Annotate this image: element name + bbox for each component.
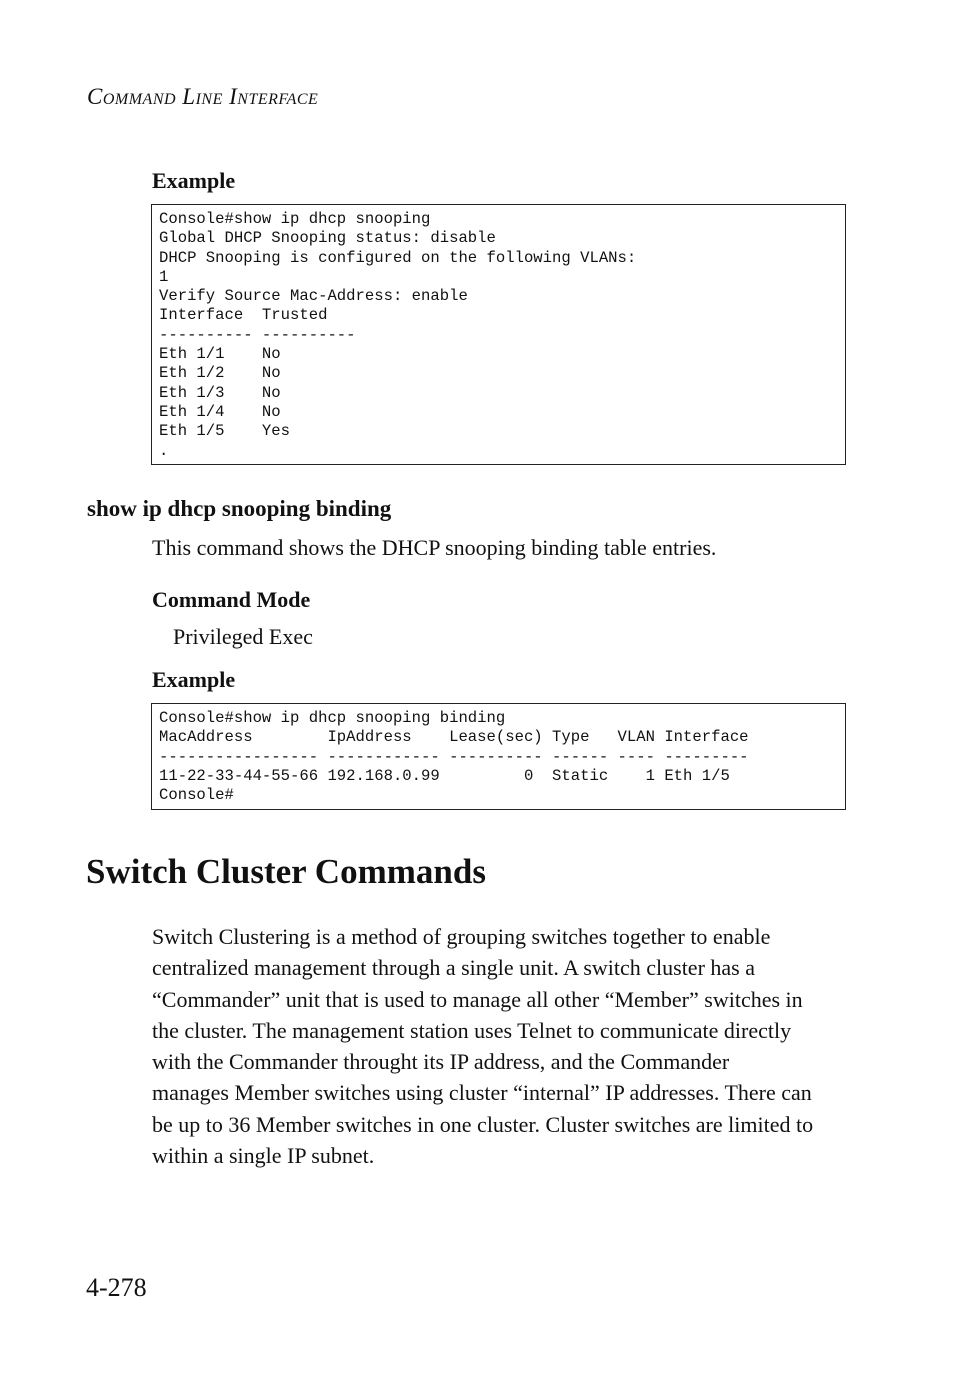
paragraph-line: with the Commander throught its IP address, and the Commander [152,1049,730,1075]
code-block-2 [159,709,838,805]
command-mode-value: Privileged Exec [173,624,313,649]
code-line: Console# [159,786,234,805]
code-line: 1 [159,267,169,286]
paragraph-line: be up to 36 Member switches in one cluster. Cluster switches are limited to [152,1111,814,1137]
code-line: Verify Source Mac-Address: enable [159,287,468,306]
section-paragraph [152,921,852,1171]
command-mode-label: Command Mode [152,587,311,612]
code-line: Eth 1/3 No [159,383,281,402]
code-line: 11-22-33-44-55-66 192.168.0.99 0 Static 1 Eth 1/5 [159,766,730,785]
code-line: Eth 1/5 Yes [159,422,291,441]
example-label-2: Example [152,667,236,692]
code-example-2 [151,703,846,810]
code-block-1 [159,210,838,461]
code-line: Console#show ip dhcp snooping binding [159,709,506,727]
code-line: Console#show ip dhcp snooping [159,210,431,228]
code-line: Interface Trusted [159,306,328,325]
section-title: Switch Cluster Commands [86,852,486,891]
code-line: . [159,441,169,460]
command-title: show ip dhcp snooping binding [87,496,392,521]
paragraph-line: the cluster. The management station uses Telnet to communicate directly [152,1017,792,1043]
code-line: ----------------- ------------ ---------- ------ ---- --------- [159,747,749,766]
code-line: MacAddress IpAddress Lease(sec) Type VLAN Interface [159,728,749,747]
code-line: Eth 1/4 No [159,402,281,421]
paragraph-line: Switch Clustering is a method of grouping switches together to enable [152,924,771,949]
page-number: 4-278 [86,1273,147,1302]
command-description: This command shows the DHCP snooping binding table entries. [152,535,717,560]
paragraph-line: manages Member switches using cluster “internal” IP addresses. There can [152,1080,812,1106]
running-header: Command Line Interface [87,84,319,109]
paragraph-line: within a single IP subnet. [152,1143,375,1169]
code-example-1 [151,204,846,465]
code-line: Global DHCP Snooping status: disable [159,229,496,248]
example-label-1: Example [152,168,236,193]
code-line: Eth 1/1 No [159,345,281,364]
paragraph-line: centralized management through a single unit. A switch cluster has a [152,955,755,981]
code-line: DHCP Snooping is configured on the following VLANs: [159,248,637,267]
code-line: Eth 1/2 No [159,364,281,383]
paragraph-line: “Commander” unit that is used to manage all other “Member” switches in [152,986,803,1012]
code-line: ---------- ---------- [159,325,356,344]
